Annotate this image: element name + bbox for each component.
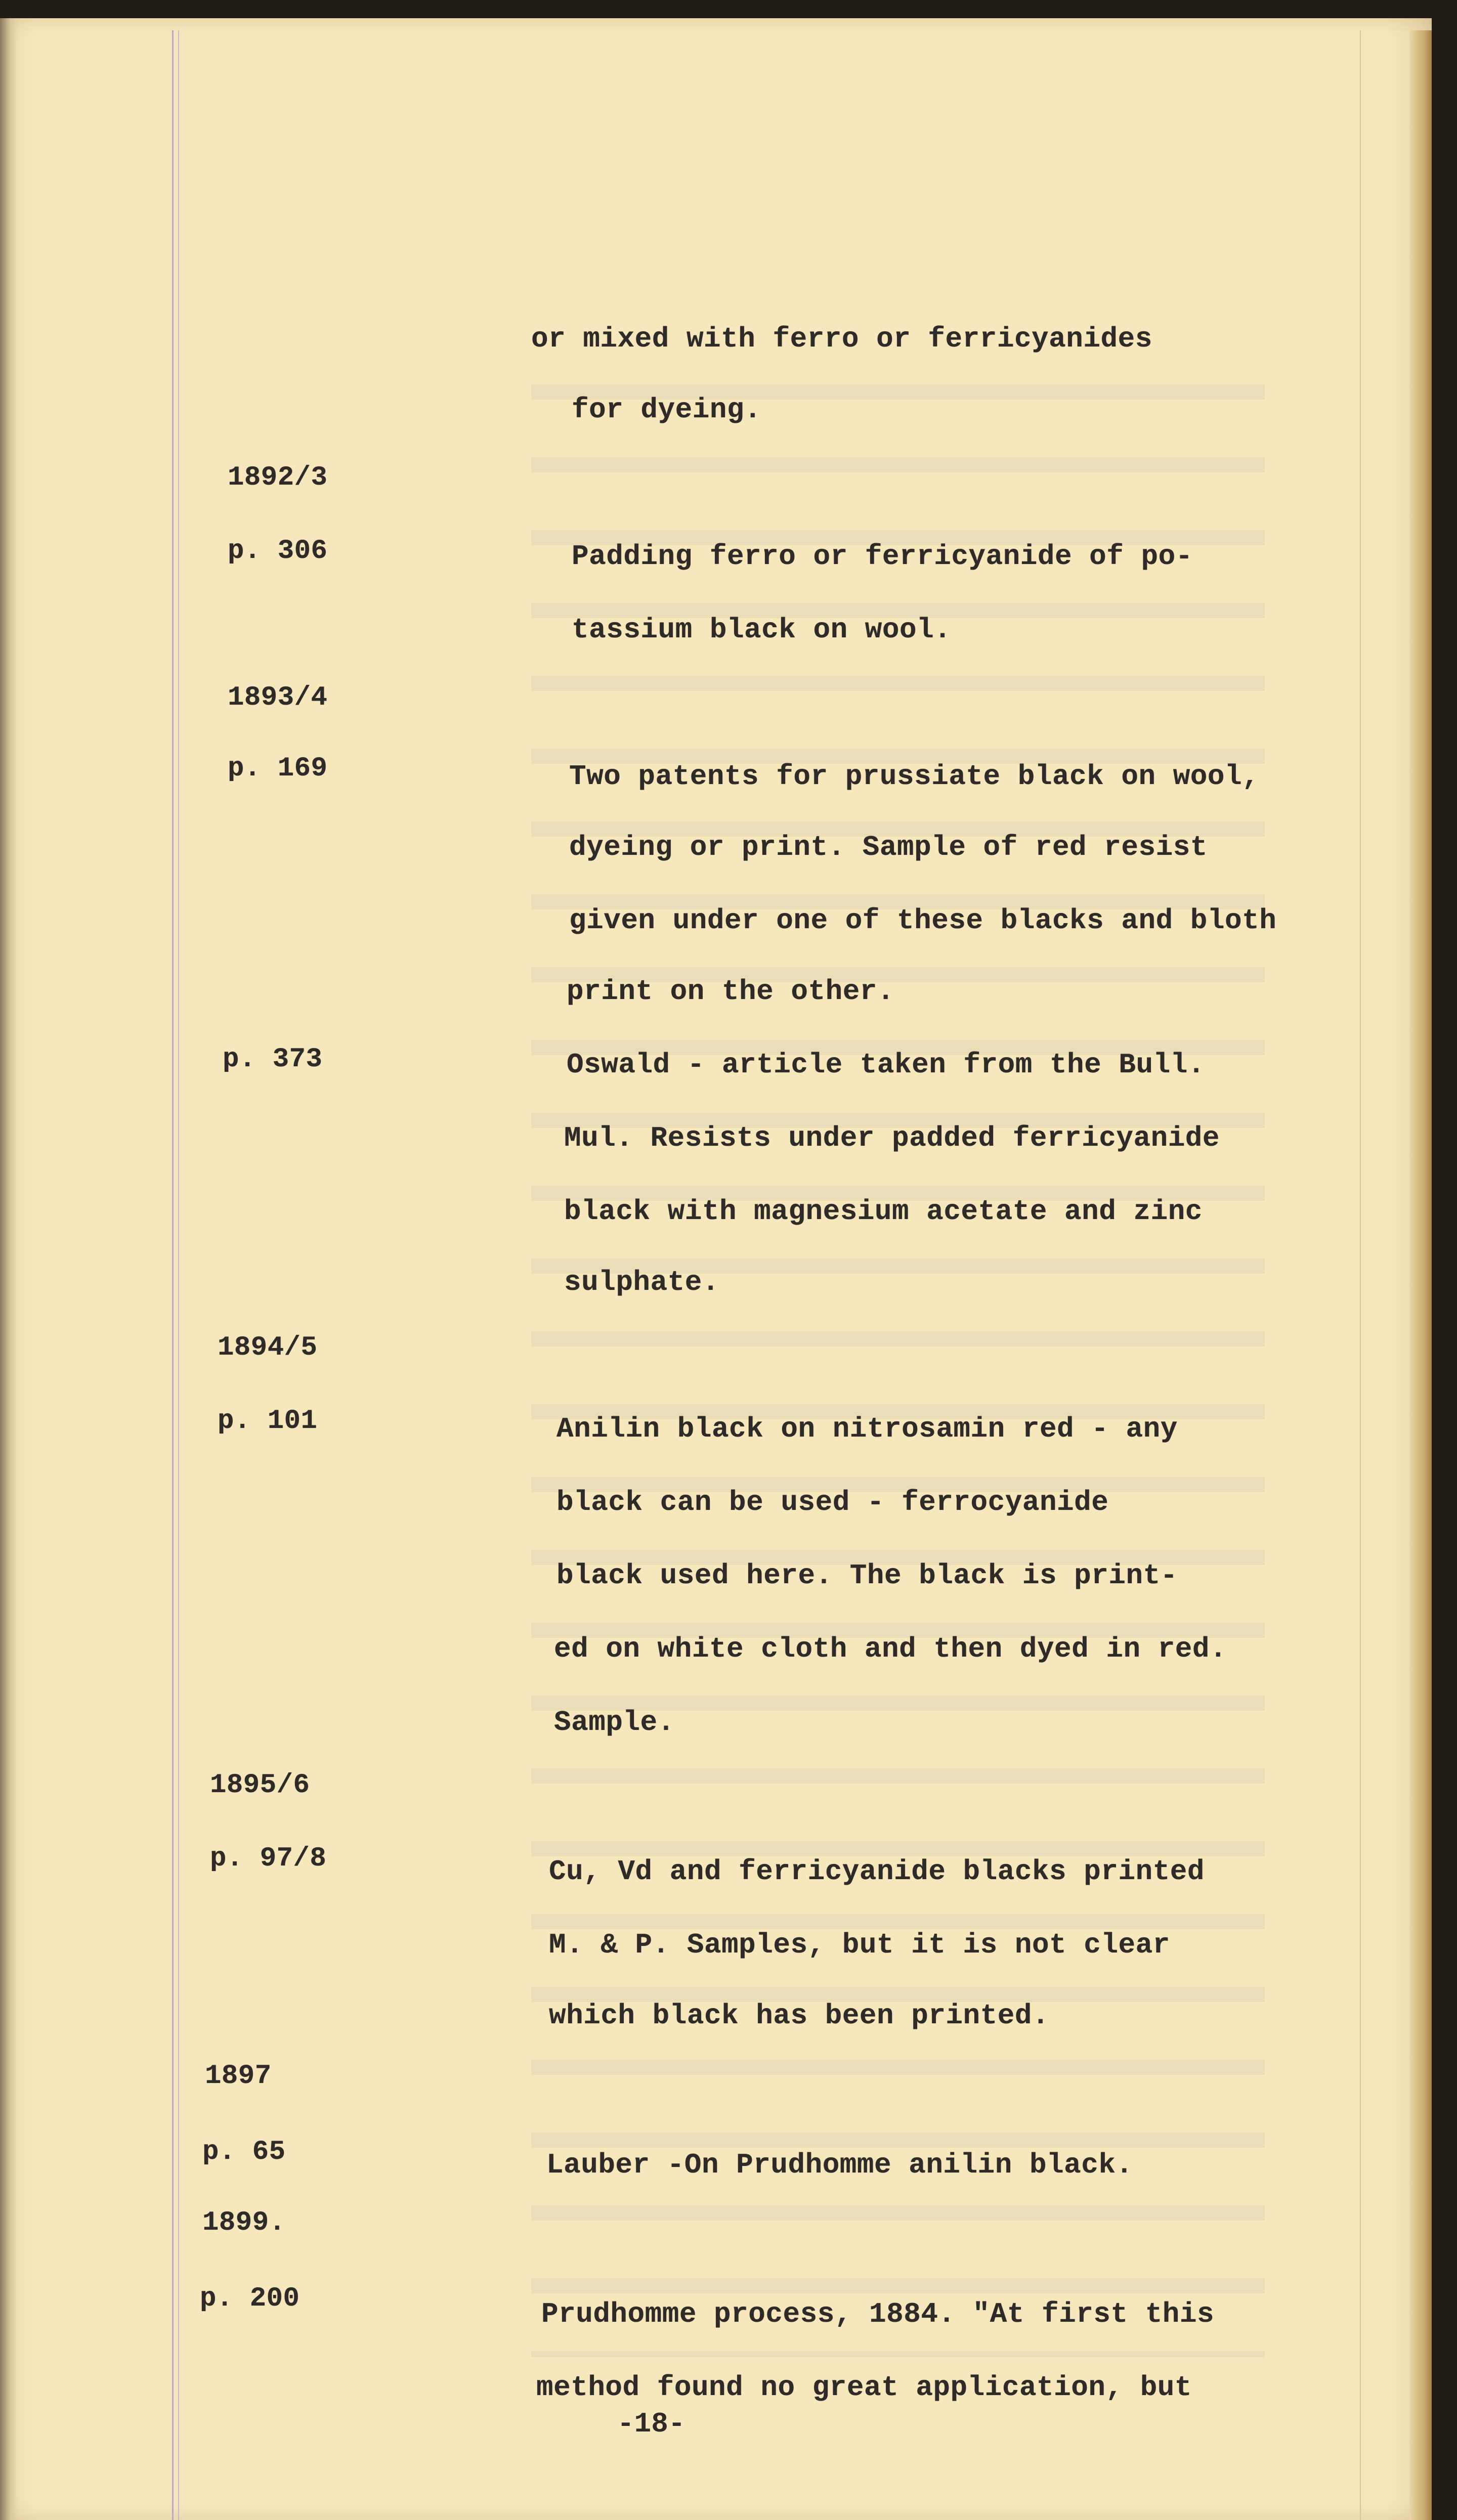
margin-ref-p306: p. 306 xyxy=(228,536,328,567)
body-line: print on the other. xyxy=(567,975,895,1008)
binding-spine xyxy=(0,18,17,2520)
body-line: Lauber -On Prudhomme anilin black. xyxy=(546,2149,1133,2181)
body-line: Anilin black on nitrosamin red - any xyxy=(556,1413,1178,1445)
margin-ref-p373: p. 373 xyxy=(223,1044,323,1075)
body-line: dyeing or print. Sample of red resist xyxy=(569,831,1208,863)
body-line: or mixed with ferro or ferricyanides xyxy=(531,323,1152,355)
body-line: black can be used - ferrocyanide xyxy=(556,1486,1109,1518)
margin-rule xyxy=(172,30,174,2520)
margin-ref-1895-6: 1895/6 xyxy=(210,1770,310,1801)
body-line: Prudhomme process, 1884. "At first this xyxy=(541,2298,1215,2330)
right-rule xyxy=(1360,30,1361,2520)
body-line: Padding ferro or ferricyanide of po- xyxy=(572,540,1193,573)
body-line: Mul. Resists under padded ferricyanide xyxy=(564,1122,1220,1154)
body-line: Oswald - article taken from the Bull. xyxy=(567,1049,1205,1081)
page-edge xyxy=(1409,30,1432,2520)
body-line: for dyeing. xyxy=(572,394,762,426)
margin-ref-1892-3: 1892/3 xyxy=(228,462,328,493)
body-line: given under one of these blacks and bloth xyxy=(569,904,1277,937)
body-line: black used here. The black is print- xyxy=(556,1559,1178,1592)
margin-ref-1893-4: 1893/4 xyxy=(228,682,328,713)
margin-ref-1899: 1899. xyxy=(202,2207,286,2238)
margin-ref-p200: p. 200 xyxy=(200,2283,300,2314)
body-line: M. & P. Samples, but it is not clear xyxy=(549,1929,1170,1961)
page-number: -18- xyxy=(617,2408,685,2440)
body-line: Cu, Vd and ferricyanide blacks printed xyxy=(549,1855,1205,1888)
margin-ref-p169: p. 169 xyxy=(228,753,328,784)
body-line: tassium black on wool. xyxy=(572,614,952,646)
body-line: sulphate. xyxy=(564,1266,719,1298)
body-line: which black has been printed. xyxy=(549,2000,1050,2032)
margin-rule-secondary xyxy=(178,30,179,2520)
body-line: Two patents for prussiate black on wool, xyxy=(569,760,1260,793)
margin-ref-p65: p. 65 xyxy=(202,2137,286,2167)
body-line: ed on white cloth and then dyed in red. xyxy=(554,1633,1227,1665)
margin-ref-p97-8: p. 97/8 xyxy=(210,1843,327,1874)
margin-ref-1897: 1897 xyxy=(205,2061,272,2092)
bleed-through-texture xyxy=(531,384,1265,2357)
margin-ref-1894-5: 1894/5 xyxy=(218,1332,318,1363)
body-line: method found no great application, but xyxy=(536,2371,1192,2404)
body-line: black with magnesium acetate and zinc xyxy=(564,1195,1203,1228)
body-line: Sample. xyxy=(554,1706,675,1739)
margin-ref-p101: p. 101 xyxy=(218,1406,318,1437)
